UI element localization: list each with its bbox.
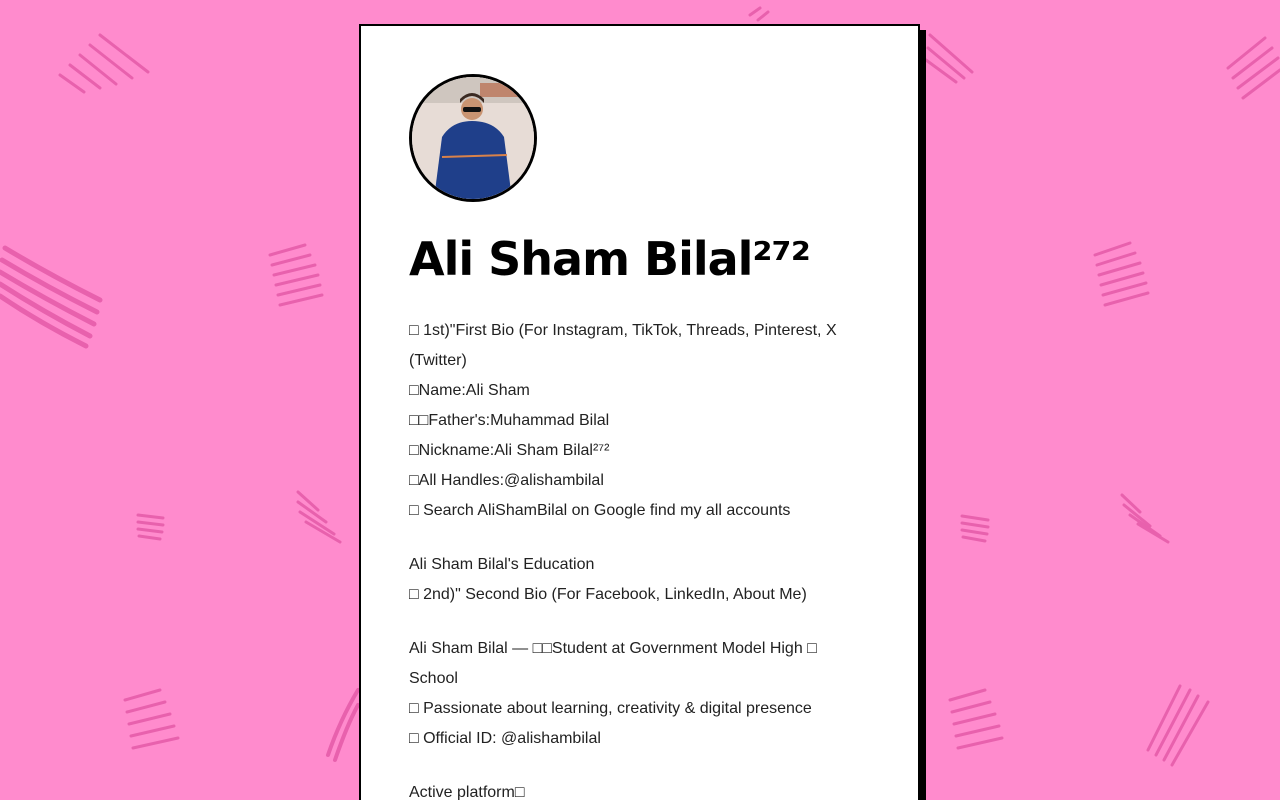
profile-name: Ali Sham Bilal²⁷² <box>409 232 810 286</box>
bio-line-education: Ali Sham Bilal's Education <box>409 556 595 573</box>
bio-line-father: □□Father's:Muhammad Bilal <box>409 412 610 429</box>
bio-text <box>409 316 869 800</box>
bio-line-search: □ Search AliShamBilal on Google find my all accounts <box>409 502 791 519</box>
bio-line-active-platform: Active platform□ <box>409 784 525 800</box>
bio-line-first-bio: □ 1st)"First Bio (For Instagram, TikTok, Threads, Pinterest, X (Twitter) <box>409 322 837 369</box>
bio-line-second-bio: □ 2nd)" Second Bio (For Facebook, LinkedIn, About Me) <box>409 586 807 603</box>
bio-line-nickname: □Nickname:Ali Sham Bilal²⁷² <box>409 442 610 459</box>
bio-line-student: Ali Sham Bilal — □□Student at Government Model High □ School <box>409 640 817 687</box>
avatar[interactable] <box>409 74 537 202</box>
profile-card <box>359 24 920 800</box>
bio-line-handles: □All Handles:@alishambilal <box>409 472 604 489</box>
avatar-photo-icon <box>412 77 534 199</box>
bio-line-official-id: □ Official ID: @alishambilal <box>409 730 601 747</box>
bio-line-name: □Name:Ali Sham <box>409 382 530 399</box>
bio-line-passionate: □ Passionate about learning, creativity & digital presence <box>409 700 812 717</box>
